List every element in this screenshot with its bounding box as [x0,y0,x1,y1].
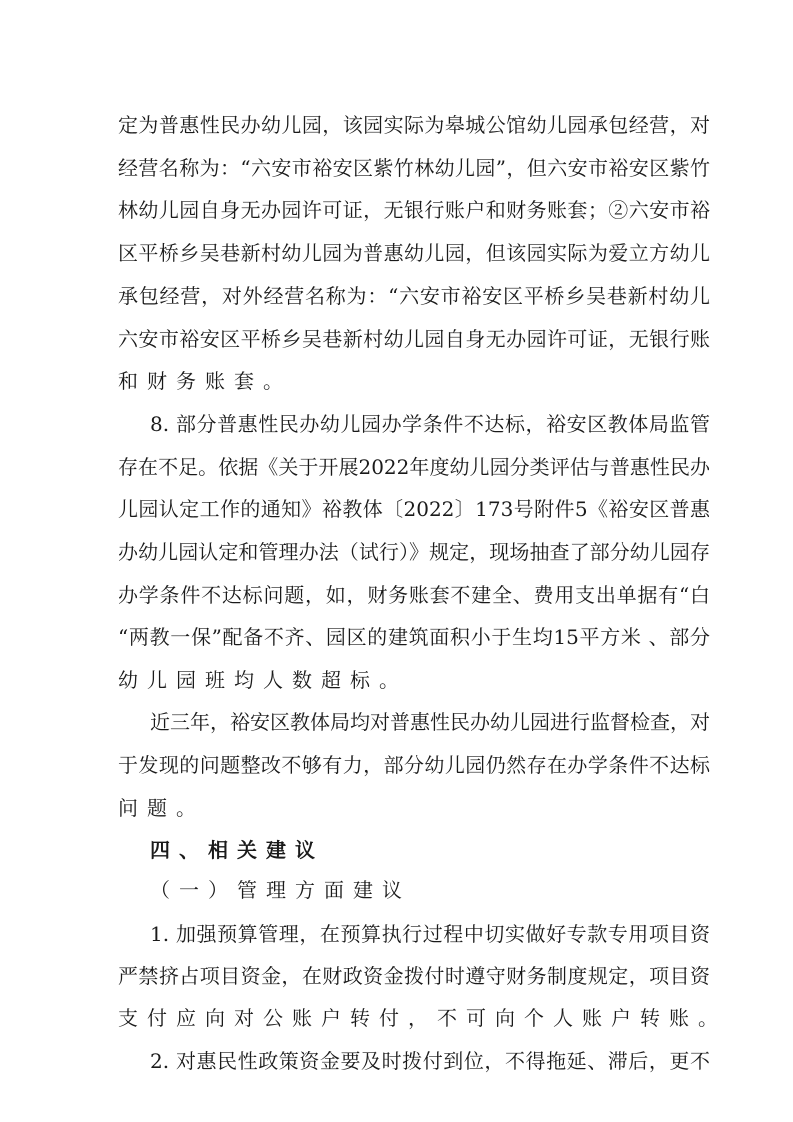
text-line: 1. 加强预算管理，在预算执行过程中切实做好专款专用项目资 [150,922,710,946]
text-line: 定为普惠性民办幼儿园，该园实际为皋城公馆幼儿园承包经营，对 [118,113,710,137]
text-line: 8. 部分普惠性民办幼儿园办学条件不达标，裕安区教体局监管 [150,412,710,436]
text-line: 和财务账套。 [118,369,292,393]
text-line: 问题。 [118,796,205,820]
text-line: 办幼儿园认定和管理办法（试行）》规定，现场抽查了部分幼儿园存 [118,540,710,564]
text-line: 存在不足。依据《关于开展2022年度幼儿园分类评估与普惠性民办 [118,455,710,479]
text-line: 儿园认定工作的通知》裕教体〔2022〕173号附件5《裕安区普惠 [118,497,710,521]
text-line: 办学条件不达标问题，如，财务账套不建全、费用支出单据有“白 [118,583,710,607]
text-line: 于发现的问题整改不够有力，部分幼儿园仍然存在办学条件不达标 [118,753,710,777]
text-line: 严禁挤占项目资金，在财政资金拨付时遵守财务制度规定，项目资 [118,964,710,988]
text-line: 2. 对惠民性政策资金要及时拨付到位，不得拖延、滞后，更不 [150,1049,710,1073]
text-line: 区平桥乡吴巷新村幼儿园为普惠幼儿园，但该园实际为爱立方幼儿 [118,241,710,265]
text-line: 经营名称为：“六安市裕安区紫竹林幼儿园”，但六安市裕安区紫竹 [118,156,710,180]
text-line: 承包经营，对外经营名称为：“六安市裕安区平桥乡吴巷新村幼儿 [118,284,710,308]
text-line: 近三年，裕安区教体局均对普惠性民办幼儿园进行监督检查，对 [150,710,710,734]
text-line: “两教一保”配备不齐、园区的建筑面积小于生均15平方米 、部分 [118,625,710,649]
subsection-heading: （一）管理方面建议 [150,878,411,902]
text-line: 林幼儿园自身无办园许可证，无银行账户和财务账套；②六安市裕 [118,198,710,222]
text-line: 幼儿园班均人数超标。 [118,668,408,692]
text-line: 支付应向对公账户转付，不可向个人账户转账。 [118,1006,727,1030]
section-heading: 四、相关建议 [150,838,324,862]
text-line: 六安市裕安区平桥乡吴巷新村幼儿园自身无办园许可证，无银行账 [118,327,710,351]
